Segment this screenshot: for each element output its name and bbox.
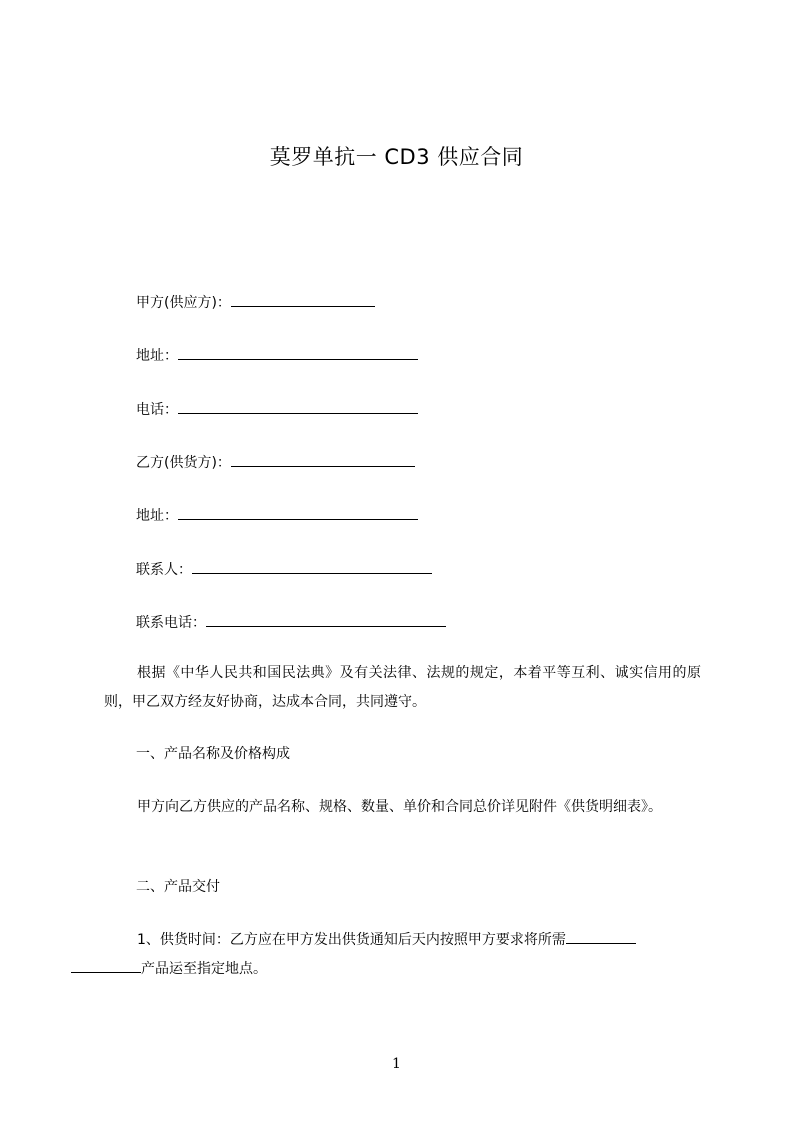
party-b-address-field — [136, 505, 418, 526]
contact-person-label: 联系人： — [136, 562, 192, 578]
party-b-address-label: 地址： — [136, 508, 178, 524]
party-a-phone-blank[interactable] — [178, 399, 418, 414]
party-a-blank[interactable] — [231, 292, 375, 307]
document-title: 莫罗单抗一 CD3 供应合同 — [269, 145, 524, 169]
contact-person-blank[interactable] — [192, 559, 432, 574]
intro-paragraph: 根据《中华人民共和国民法典》及有关法律、法规的规定，本着平等互利、诚实信用的原则，甲乙双方经友好协商，达成本合同，共同遵守。 — [104, 665, 701, 710]
party-a-label: 甲方(供应方)： — [136, 295, 231, 311]
section-2-heading: 二、产品交付 — [136, 879, 220, 895]
contact-person-field — [136, 559, 432, 580]
product-name-blank-2[interactable] — [71, 958, 141, 973]
party-a-address-label: 地址： — [136, 348, 178, 364]
section-2-item-1 — [104, 926, 701, 984]
section-2-item-1-suffix: 产品运至指定地点。 — [141, 961, 267, 977]
party-a-address-field — [136, 345, 418, 366]
party-a-phone-label: 电话： — [136, 402, 178, 418]
party-a-address-blank[interactable] — [178, 345, 418, 360]
page-number: 1 — [392, 1056, 401, 1072]
party-a-phone-field — [136, 399, 418, 420]
contact-phone-label: 联系电话： — [136, 615, 206, 631]
party-a-field — [136, 292, 375, 313]
party-b-field — [136, 452, 415, 473]
party-b-blank[interactable] — [231, 452, 415, 467]
product-name-blank-1[interactable] — [566, 929, 636, 944]
section-2-item-1-text: 1、供货时间：乙方应在甲方发出供货通知后天内按照甲方要求将所需 — [137, 932, 566, 948]
party-b-label: 乙方(供货方)： — [136, 455, 231, 471]
section-1-paragraph: 甲方向乙方供应的产品名称、规格、数量、单价和合同总价详见附件《供货明细表》。 — [137, 799, 662, 815]
contact-phone-field — [136, 612, 446, 633]
section-1-heading: 一、产品名称及价格构成 — [136, 746, 290, 762]
party-b-address-blank[interactable] — [178, 505, 418, 520]
contact-phone-blank[interactable] — [206, 612, 446, 627]
